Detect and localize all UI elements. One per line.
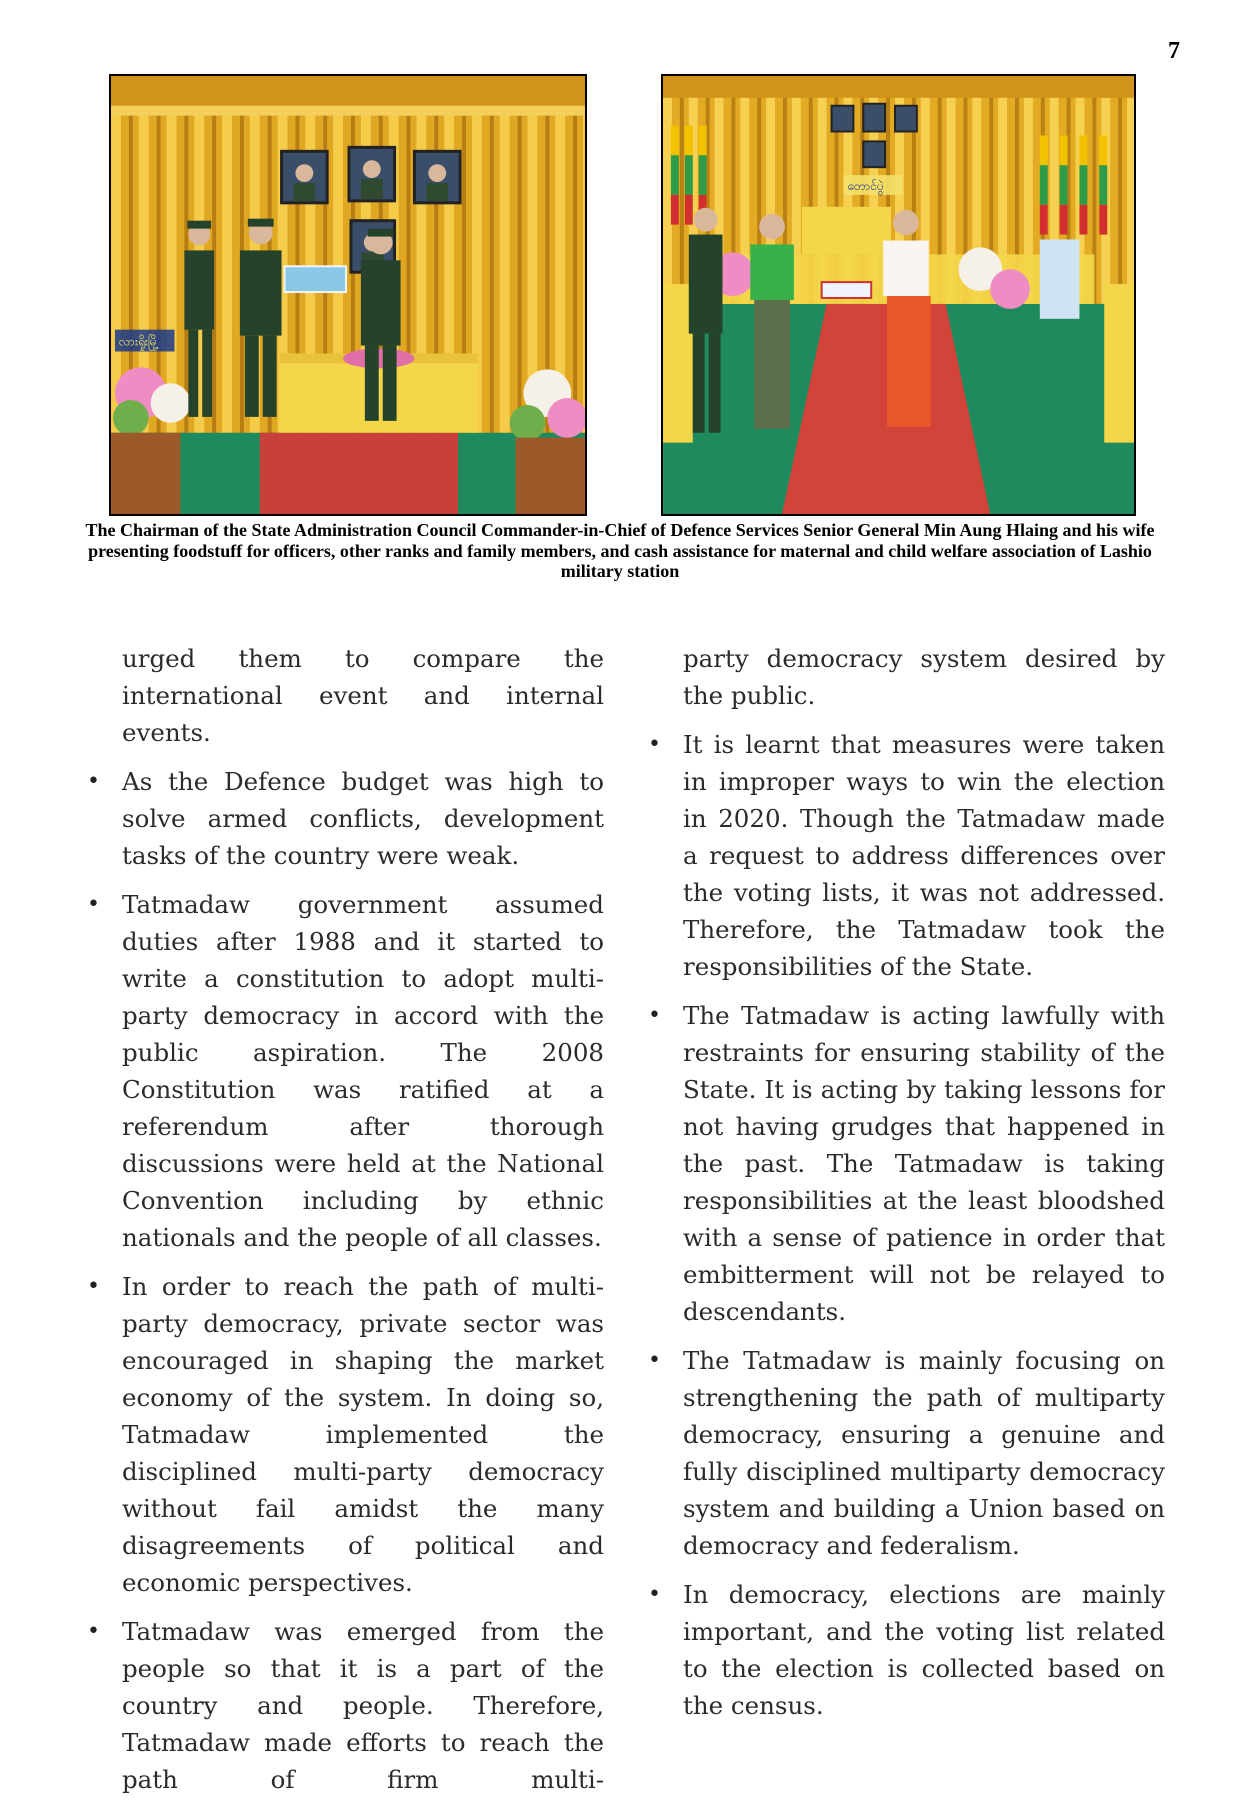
left-column-intro: urged them to compare the international event and internal events. [122,644,604,747]
page-number: 7 [1168,38,1180,64]
bullet-item: • In order to reach the path of multi-party democracy, private sector was encouraged in shaping the market economy of the system. In doing so, Tatmadaw implemented the disciplined multi-party democracy without fail amidst the many disagreements of political and economic perspectives. [122,1268,604,1601]
bullet-item: • In democracy, elections are mainly important, and the voting list related to the election is collected based on the census. [683,1576,1165,1724]
bullet-item: • The Tatmadaw is mainly focusing on strengthening the path of multiparty democracy, ensuring a genuine and fully disciplined multiparty democracy system and building a Union based on democracy and federalism. [683,1342,1165,1564]
bullet-item: • The Tatmadaw is acting lawfully with restraints for ensuring stability of the State. It is acting by taking lessons for not having grudges that happened in the past. The Tatmadaw is taking responsibilities at the least bloodshed with a sense of patience in order that embitterment will not be relayed to descendants. [683,997,1165,1330]
left-column [122,640,604,1810]
left-bullet-list [122,763,604,1798]
bullet-item: • Tatmadaw government assumed duties after 1988 and it started to write a constitution to adopt multi-party democracy in accord with the public aspiration. The 2008 Constitution was ratified at a referendum after thorough discussions were held at the National Convention including by ethnic nationals and the people of all classes. [122,886,604,1256]
right-column-intro: party democracy system desired by the public. [683,644,1165,710]
bullet-item: • As the Defence budget was high to solve armed conflicts, development tasks of the country were weak. [122,763,604,874]
ceremony-photo-left [109,74,587,516]
bullet-item: • It is learnt that measures were taken in improper ways to win the election in 2020. Though the Tatmadaw made a request to address differences over the voting lists, it was not addressed. Therefore, the Tatmadaw took the responsibilities of the State. [683,726,1165,985]
bullet-item: • Tatmadaw was emerged from the people so that it is a part of the country and people. Therefore, Tatmadaw made efforts to reach the path of firm multi- [122,1613,604,1798]
right-column [683,640,1165,1736]
photo-caption: The Chairman of the State Administration Council Commander-in-Chief of Defence Services Senior General Min Aung Hlaing and his wife presenting foodstuff for officers, other ranks and family members, and cash assistance for maternal and child welfare association of Lashio military station [85,520,1155,581]
banner-text: တောင်ပွဲ [847,178,884,193]
ceremony-photo-right [661,74,1136,516]
signboard-text: လားရှိုးမြို့ [118,334,159,349]
right-bullet-list [683,726,1165,1724]
